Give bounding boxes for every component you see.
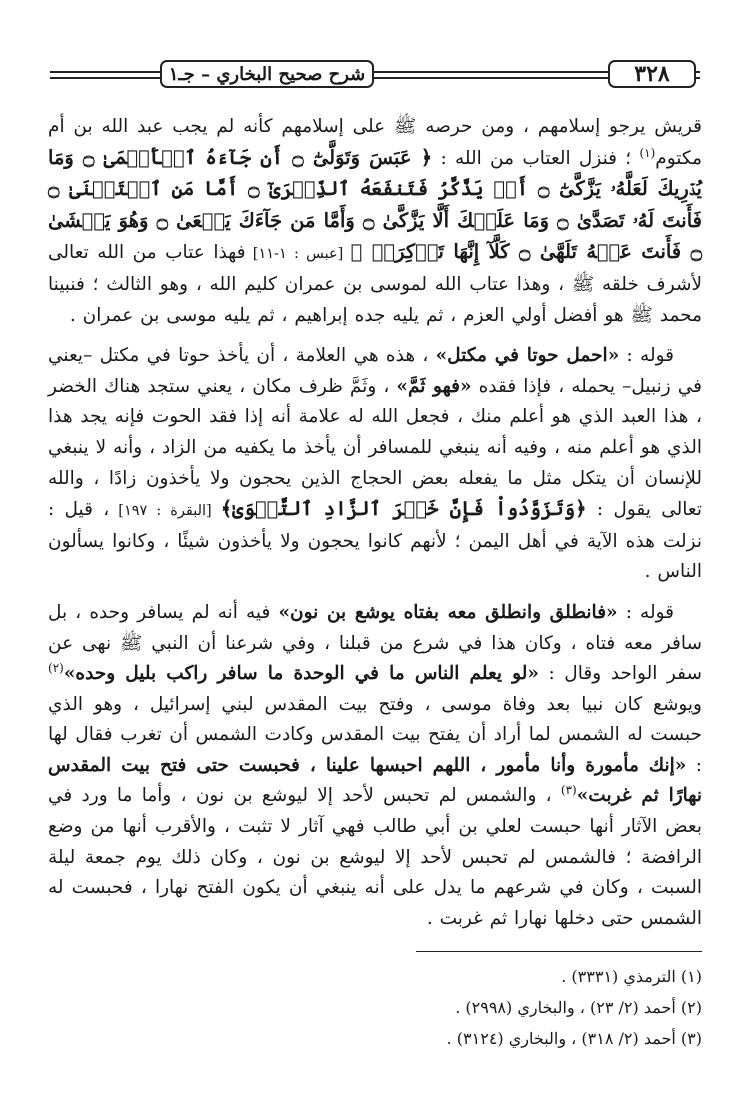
hadith-quote: «فانطلق وانطلق معه بفتاه يوشع بن نون»: [278, 601, 618, 623]
text-run: ، والشمس لم تحبس لأحد إلا ليوشع بن نون ، وأما ما ورد في بعض الآثار أنها حبست لعلي بن أبي طالب فهي آثار لا تثبت ، والأقرب أنها من وضع الرافضة ؛ فالشمس لم تحبس لأحد إلا ليوشع بن نون ، وكان ذلك يوم جمعة ليلة السبت ، وكان في شرعهم ما يدل على أنه ينبغي أن يكون الفتح نهارا ، فحبست له الشمس حتى دخلها نهارا ثم غربت .: [48, 785, 702, 929]
verse-reference: [عبس : ١-١١]: [245, 246, 351, 263]
header-rule: [696, 71, 700, 73]
hadith-quote: «إنك مأمورة وأنا مأمور ، اللهم احبسها علينا ، فحبست حتى فتح بيت المقدس نهارًا ثم غربت»: [48, 754, 702, 807]
paragraph: [48, 598, 702, 935]
verse-reference: [البقرة : ١٩٧]: [109, 503, 221, 520]
footnote: (٢) أحمد (٢/ ٢٣) ، والبخاري (٢٩٩٨) .: [455, 998, 702, 1017]
footnote-marker: (١): [639, 145, 656, 160]
header-rule: [374, 77, 608, 79]
text-run: ، هذه هي العلامة ، أن يأخذ حوتا في مكتل –يعني في زنبيل– يحمله ، فإذا فقده: [48, 345, 702, 397]
main-text: [48, 112, 702, 936]
quran-verse: ﴿ عَبَسَ وَتَوَلَّىٰٓ ۝ أَن جَآءَهُ ٱلۡأَعۡمَىٰ ۝ وَمَا يُدۡرِيكَ لَعَلَّهُۥ يَزَّكَّىٰٓ ۝ أَوۡ يَذَّكَّرُ فَتَنفَعَهُ ٱلذِّكۡرَىٰٓ ۝ أَمَّا مَنِ ٱسۡتَغۡنَىٰ ۝ فَأَنتَ لَهُۥ تَصَدَّىٰ ۝ وَمَا عَلَيۡكَ أَلَّا يَزَّكَّىٰ ۝ وَأَمَّا مَن جَآءَكَ يَسۡعَىٰ ۝ وَهُوَ يَخۡشَىٰ ۝ فَأَنتَ عَنۡهُ تَلَهَّىٰ ۝ كَلَّآ إِنَّهَا تَذۡكِرَةٞ ﴾: [48, 145, 702, 264]
book-title: شرح صحيح البخاري – جـ١: [160, 60, 374, 88]
footnote-separator: [416, 951, 702, 952]
footnote: (٣) أحمد (٢/ ٣١٨) ، والبخاري (٣١٢٤) .: [446, 1029, 702, 1048]
text-run: ويوشع كان نبيا بعد وفاة موسى ، وفتح بيت المقدس لبني إسرائيل ، وهو الذي حبست له الشمس لما أراد أن يفتح بيت المقدس وكادت الشمس أن تغرب فقال لها :: [48, 693, 702, 776]
text-run: ، قيل : نزلت هذه الآية في أهل اليمن ؛ لأنهم كانوا يحجون ولا يأخذون شيئًا ، وكانوا يسألون الناس .: [48, 499, 702, 583]
footnote: (١) الترمذي (٣٣٣١) .: [561, 967, 702, 986]
paragraph: [48, 341, 702, 588]
footnotes: [48, 962, 702, 1055]
header-rule: [696, 77, 700, 79]
text-run: فهذا عتاب من الله تعالى لأشرف خلقه ﷺ ، وهذا عتاب الله لموسى بن عمران كليم الله ، وهو الثالث ؛ فنبينا محمد ﷺ هو أفضل أولي العزم ، ثم يليه جده إبراهيم ، ثم يليه موسى بن عمران .: [48, 242, 702, 326]
header-rule: [374, 71, 608, 73]
header-rule: [50, 77, 160, 79]
text-run: ؛ فنزل العتاب من الله :: [432, 147, 640, 169]
header-rule: [50, 71, 160, 73]
text-run: قوله :: [619, 345, 674, 367]
text-run: قريش يرجو إسلامهم ، ومن حرصه ﷺ على إسلامهم كأنه لم يجب عبد الله بن أم مكتوم: [48, 116, 702, 169]
text-run: قوله :: [617, 601, 674, 623]
text-run: فيه أنه لم يسافر وحده ، بل سافر معه فتاه ، وكان هذا في شرع من قبلنا ، وفي شرعنا أن النبي ﷺ نهى عن سفر الواحد وقال :: [48, 601, 702, 685]
page-number: ٣٢٨: [608, 60, 696, 88]
text-run: ، وثَمَّ ظرف مكان ، يعني ستجد هناك الخضر ، هذا العبد الذي هو أعلم منك ، فجعل الله له علامة أنه إذا فقد الحوت فإنه يجد هذا الذي هو أعلم منه ، وفيه أنه ينبغي للمسافر أن يأخذ ما يكفيه من الزاد ، وأنه لا ينبغي للإنسان أن يتكل مثل ما يفعله بعض الحجاج الذين يحجون ولا يأخذون زادًا ، والله تعالى يقول :: [48, 375, 702, 521]
quran-verse: ﴿وَتَزَوَّدُواْ فَإِنَّ خَيۡرَ ٱلزَّادِ ٱلتَّقۡوَىٰ﴾: [220, 497, 587, 521]
footnote-marker: (٣): [560, 783, 577, 798]
page-header: [50, 58, 700, 92]
hadith-quote: «احمل حوتا في مكتل»: [435, 345, 620, 367]
paragraph: [48, 112, 702, 331]
footnote-marker: (٢): [48, 660, 64, 675]
hadith-quote: «فهو ثَمَّ»: [396, 375, 472, 397]
hadith-quote: «لو يعلم الناس ما في الوحدة ما سافر راكب بليل وحده»: [63, 663, 539, 685]
